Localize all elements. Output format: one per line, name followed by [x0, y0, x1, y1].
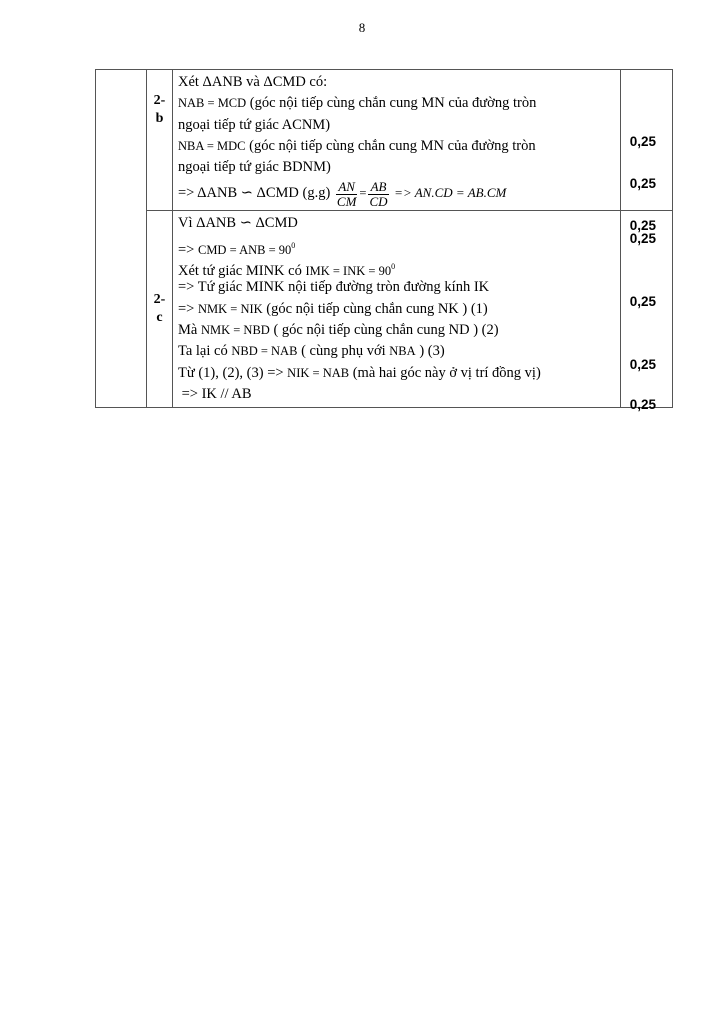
answer-table [95, 69, 673, 413]
table-row-2c [96, 211, 673, 408]
solution-line: Mà NMK = NBD ( góc nội tiếp cùng chắn cung ND ) (2) [178, 321, 499, 338]
score-cell-2b [621, 70, 673, 233]
score: 0,25 [629, 231, 656, 247]
solution-line: Xét tứ giác MINK có IMK = INK = $90^0$ [178, 262, 396, 280]
solution-line: NAB = MCD (góc nội tiếp cùng chắn cung MN của đường tròn [178, 95, 537, 112]
fraction: $\frac{AB}{CD}$ [369, 178, 388, 209]
solution-line: Từ (1), (2), (3) => NIK = NAB (mà hai góc này ở vị trí đồng vị) [178, 364, 541, 381]
solution-line: ngoại tiếp tứ giác BDNM) [178, 159, 331, 176]
solution-2b [173, 70, 621, 211]
score: 0,25 [629, 176, 656, 191]
page-number: 8 [358, 20, 366, 35]
solution-line: ngoại tiếp tứ giác ACNM) [178, 116, 331, 133]
score: 0,25 [629, 294, 656, 310]
fraction: $\frac{AN}{CM}$ [336, 178, 357, 209]
solution-line: Ta lại có NBD = NAB ( cùng phụ với NBA ) (3) [178, 343, 445, 360]
solution-line: => Tứ giác MINK nội tiếp đường tròn đường kính IK [178, 279, 490, 296]
solution-line: => CMD = ANB = $90^0$ [178, 240, 296, 258]
solution-line: Vì ΔANB ∽ ΔCMD [178, 215, 298, 232]
solution-2c [173, 211, 621, 408]
solution-line: => IK // AB [178, 385, 252, 402]
solution-line: NBA = MDC (góc nội tiếp cùng chắn cung MN của đường tròn [178, 137, 536, 154]
solution-line: => ΔANB ∽ ΔCMD (g.g) $\frac{AN}{CM}$ = $\frac{AB}{CD}$ => AN.CD = AB.CM [178, 178, 507, 209]
solution-line: Xét ΔANB và ΔCMD có: [178, 74, 328, 90]
table-row-2b [96, 70, 673, 211]
score-cell-2c [621, 211, 673, 413]
solution-line: => NMK = NIK (góc nội tiếp cùng chắn cung NK ) (1) [178, 300, 488, 317]
question-cell [96, 70, 147, 408]
part-label-2b: 2- b [147, 70, 173, 211]
score: 0,25 [629, 357, 656, 373]
score: 0,25 [629, 397, 656, 413]
score: 0,25 [629, 218, 656, 233]
part-label-2c: 2- c [147, 211, 173, 408]
score: 0,25 [629, 134, 656, 149]
